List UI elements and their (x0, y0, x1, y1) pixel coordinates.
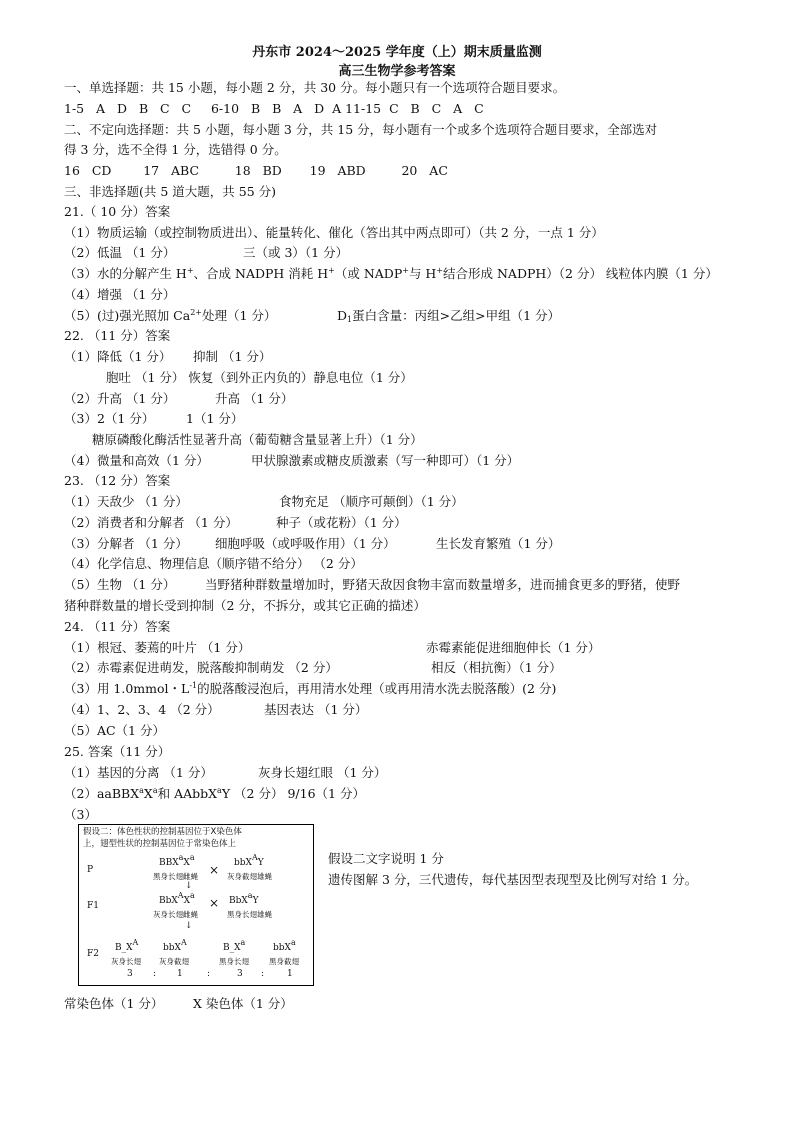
q21-line5a (64, 308, 276, 324)
q23-line4: （4）化学信息、物理信息（顺序错不给分） （2 分） (64, 556, 363, 571)
arrow-down-icon: ↓ (185, 921, 193, 931)
f1-female-genotype (159, 891, 195, 906)
p-female-genotype (159, 853, 195, 868)
q23-line3c: 生长发育繁殖（1 分） (436, 536, 561, 551)
q23-line3b: 细胞呼吸（或呼吸作用）（1 分） (215, 536, 396, 551)
f2-genotype-3 (223, 938, 246, 953)
q24-line2a: （2）赤霉素促进萌发，脱落酸抑制萌发 （2 分） (64, 660, 338, 675)
sup: a (290, 938, 296, 947)
q23-line5b: 当野猪种群数量增加时，野猪天敌因食物丰富而数量增多，进而捕食更多的野猪，使野 (205, 577, 681, 592)
p-female-phenotype: 黑身长翅雌蝇 (153, 872, 198, 881)
q21-line4: （4）增强 （1 分） (64, 287, 176, 302)
q23-line5a: （5）生物 （1 分） (64, 577, 176, 592)
q24-line1b: 赤霉素能促进细胞伸长（1 分） (426, 640, 601, 655)
f2-genotype-4 (273, 938, 296, 953)
generation-f2: F2 (87, 949, 99, 959)
q24-l3a: （3）用 1.0mmol・L (64, 681, 190, 696)
plus-sup: + (436, 266, 444, 275)
q21-line1: （1）物质运输（或控制物质进出）、能量转化、催化（答出其中两点即可）（共 2 分，一点 1 分） (64, 225, 604, 240)
q25-l2c: 和 AAbbX (157, 786, 218, 801)
q25-line1b: 灰身长翅红眼 （1 分） (258, 765, 387, 780)
q21-l5c: D (337, 308, 348, 323)
q23-line1a: （1）天敌少 （1 分） (64, 494, 188, 509)
q25-head: 25. 答案（11 分） (64, 744, 171, 759)
q24-line5: （5）AC（1 分） (64, 723, 165, 738)
p-m-g2: Y (257, 858, 264, 868)
sup: A (177, 891, 184, 900)
p-male-genotype (234, 853, 264, 868)
q22-line3b: 1（1 分） (186, 411, 244, 426)
q21-line2a: （2）低温 （1 分） (64, 245, 176, 260)
generation-f1: F1 (87, 901, 99, 911)
ratio-colon: : (261, 969, 265, 979)
f2-g3: B_X (223, 943, 241, 953)
f1-male-genotype (229, 891, 259, 906)
q23-line2a: （2）消费者和分解者 （1 分） (64, 515, 238, 530)
f2-genotype-1 (115, 938, 139, 953)
f2-phenotype-3: 黑身长翅 (219, 957, 249, 966)
q21-line2b: 三（或 3）（1 分） (243, 245, 349, 260)
sup: a (178, 853, 184, 862)
q22-line3c: 糖原磷酸化酶活性显著升高（葡萄糖含量显著上升）（1 分） (92, 432, 423, 447)
sup: a (189, 853, 195, 862)
f1-m-g2: Y (252, 896, 259, 906)
allele-sup: a (152, 786, 158, 795)
q25-line1a: （1）基因的分离 （1 分） (64, 765, 213, 780)
cross-symbol: × (209, 863, 220, 877)
ratio-colon: : (207, 969, 211, 979)
sup: A (132, 938, 139, 947)
p-f-g1: BBX (159, 858, 179, 868)
cross-symbol: × (209, 896, 220, 910)
q22-line2a: （2）升高 （1 分） (64, 391, 176, 406)
q22-line4b: 甲状腺激素或糖皮质激素（写一种即可）（1 分） (251, 453, 520, 468)
q21-l3e: 结合形成 NADPH）（2 分） 线粒体内膜（1 分） (443, 266, 718, 281)
allele-sup: a (217, 786, 222, 795)
f1-female-phenotype: 灰身长翅雌蝇 (153, 910, 198, 919)
d1-sub: 1 (347, 315, 353, 324)
q24-line2b: 相反（相抗衡）（1 分） (431, 660, 562, 675)
q25-line2 (64, 786, 365, 802)
f2-g4: bbX (273, 943, 291, 953)
q21-l3a: （3）水的分解产生 H (64, 266, 187, 281)
section3-header: 三、非选择题(共 5 道大题，共 55 分) (64, 184, 277, 199)
q21-line5b (337, 308, 560, 324)
sup: a (190, 891, 195, 900)
q23-line3a: （3）分解者 （1 分） (64, 536, 188, 551)
f1-m-g1: BbX (229, 896, 248, 906)
ratio-2: 1 (177, 969, 183, 979)
q21-l3b: 、合成 NADPH 消耗 H (193, 266, 329, 281)
sup: a (247, 891, 253, 900)
section1-answers: 1-5 A D B C C 6-10 B B A D A 11-15 C B C A C (64, 101, 484, 116)
q22-line1c: 胞吐 （1 分） 恢复（到外正内负的）静息电位（1 分） (106, 370, 413, 385)
section2-answers: 16 CD 17 ABC 18 BD 19 ABD 20 AC (64, 163, 448, 178)
q25-footer-b: X 染色体（1 分） (193, 996, 293, 1011)
q21-l5a: （5）(过)强光照加 Ca (64, 308, 191, 323)
q24-line3 (64, 681, 556, 697)
q22-head: 22. （11 分）答案 (64, 328, 171, 343)
q22-line1b: 抑制 （1 分） (193, 349, 272, 364)
q24-head: 24. （11 分）答案 (64, 619, 171, 634)
generation-p: P (87, 865, 94, 875)
q23-head: 23. （12 分）答案 (64, 473, 171, 488)
plus-sup: + (328, 266, 335, 275)
q21-l3c: （或 NADP (334, 266, 403, 281)
f2-phenotype-2: 灰身截翅 (159, 957, 189, 966)
q22-line3a: （3）2（1 分） (64, 411, 155, 426)
q24-line4a: （4）1、2、3、4 （2 分） (64, 702, 220, 717)
section2-header-1: 二、不定向选择题：共 5 小题，每小题 3 分，共 15 分，每小题有一个或多个选项符合题目要求，全部选对 (64, 122, 658, 137)
f2-genotype-2 (163, 938, 187, 953)
ratio-3: 3 (237, 969, 243, 979)
q21-line3 (64, 266, 718, 282)
plus-sup: + (186, 266, 194, 275)
q25-line3: （3） (64, 807, 97, 822)
q22-line2b: 升高 （1 分） (215, 391, 294, 406)
p-male-phenotype: 灰身截翅雄蝇 (227, 872, 272, 881)
q23-line1b: 食物充足 （顺序可颠倒）（1 分） (279, 494, 464, 509)
f1-f-g1: BbX (159, 896, 178, 906)
figure-caption-2: 上，翅型性状的控制基因位于常染色体上 (83, 839, 237, 849)
ratio-colon: : (153, 969, 157, 979)
page-subtitle: 高三生物学参考答案 (338, 64, 456, 79)
q23-line5c: 猪种群数量的增长受到抑制（2 分，不拆分，或其它正确的描述） (64, 598, 426, 613)
f1-male-phenotype: 黑身长翅雄蝇 (227, 910, 272, 919)
f1-f-g2: X (183, 896, 190, 906)
f2-phenotype-4: 黑身截翅 (269, 957, 299, 966)
sup: A (180, 938, 187, 947)
f2-g2: bbX (163, 943, 181, 953)
q21-l5d: 蛋白含量：丙组>乙组>甲组（1 分） (352, 308, 560, 323)
q24-line1a: （1）根冠、萎蔫的叶片 （1 分） (64, 640, 251, 655)
ratio-4: 1 (287, 969, 293, 979)
q24-l3b: 的脱落酸浸泡后，再用清水处理（或再用清水洗去脱落酸）(2 分) (197, 681, 557, 696)
q22-line1a: （1）降低（1 分） (64, 349, 172, 364)
q25-note2: 遗传图解 3 分，三代遗传，每代基因型表现型及比例写对给 1 分。 (328, 872, 698, 887)
page-title: 丹东市 2024～2025 学年度（上）期末质量监测 (252, 45, 542, 60)
q25-l2d: Y （2 分） 9/16（1 分） (221, 786, 365, 801)
figure-caption-1: 假设二：体色性状的控制基因位于X染色体 (83, 827, 242, 837)
genetic-diagram (78, 824, 314, 986)
section2-header-2: 得 3 分，选不全得 1 分，选错得 0 分。 (64, 142, 287, 157)
q25-note1: 假设二文字说明 1 分 (328, 851, 444, 866)
arrow-down-icon: ↓ (185, 881, 193, 891)
q21-l5b: 处理（1 分） (202, 308, 277, 323)
q25-footer-a: 常染色体（1 分） (64, 996, 164, 1011)
q24-line4b: 基因表达 （1 分） (264, 702, 368, 717)
q25-l2a: （2）aaBBX (64, 786, 140, 801)
p-f-g2: X (183, 858, 190, 868)
q25-l2b: X (143, 786, 153, 801)
f2-phenotype-1: 灰身长翅 (111, 957, 141, 966)
q23-line2b: 种子（或花粉）（1 分） (276, 515, 407, 530)
plus-sup: + (402, 266, 409, 275)
f2-g1: B_X (115, 943, 133, 953)
q22-line4a: （4）微量和高效（1 分） (64, 453, 209, 468)
allele-sup: a (139, 786, 144, 795)
q21-head: 21.（ 10 分）答案 (64, 204, 171, 219)
sup: a (240, 938, 246, 947)
sup: A (251, 853, 258, 862)
unit-sup: -1 (189, 681, 198, 690)
q21-l3d: 与 H (408, 266, 437, 281)
p-m-g1: bbX (234, 858, 252, 868)
section1-header: 一、单选择题：共 15 小题，每小题 2 分，共 30 分。每小题只有一个选项符合题目要求。 (64, 80, 566, 95)
ca-sup: 2+ (190, 308, 202, 317)
ratio-1: 3 (127, 969, 133, 979)
